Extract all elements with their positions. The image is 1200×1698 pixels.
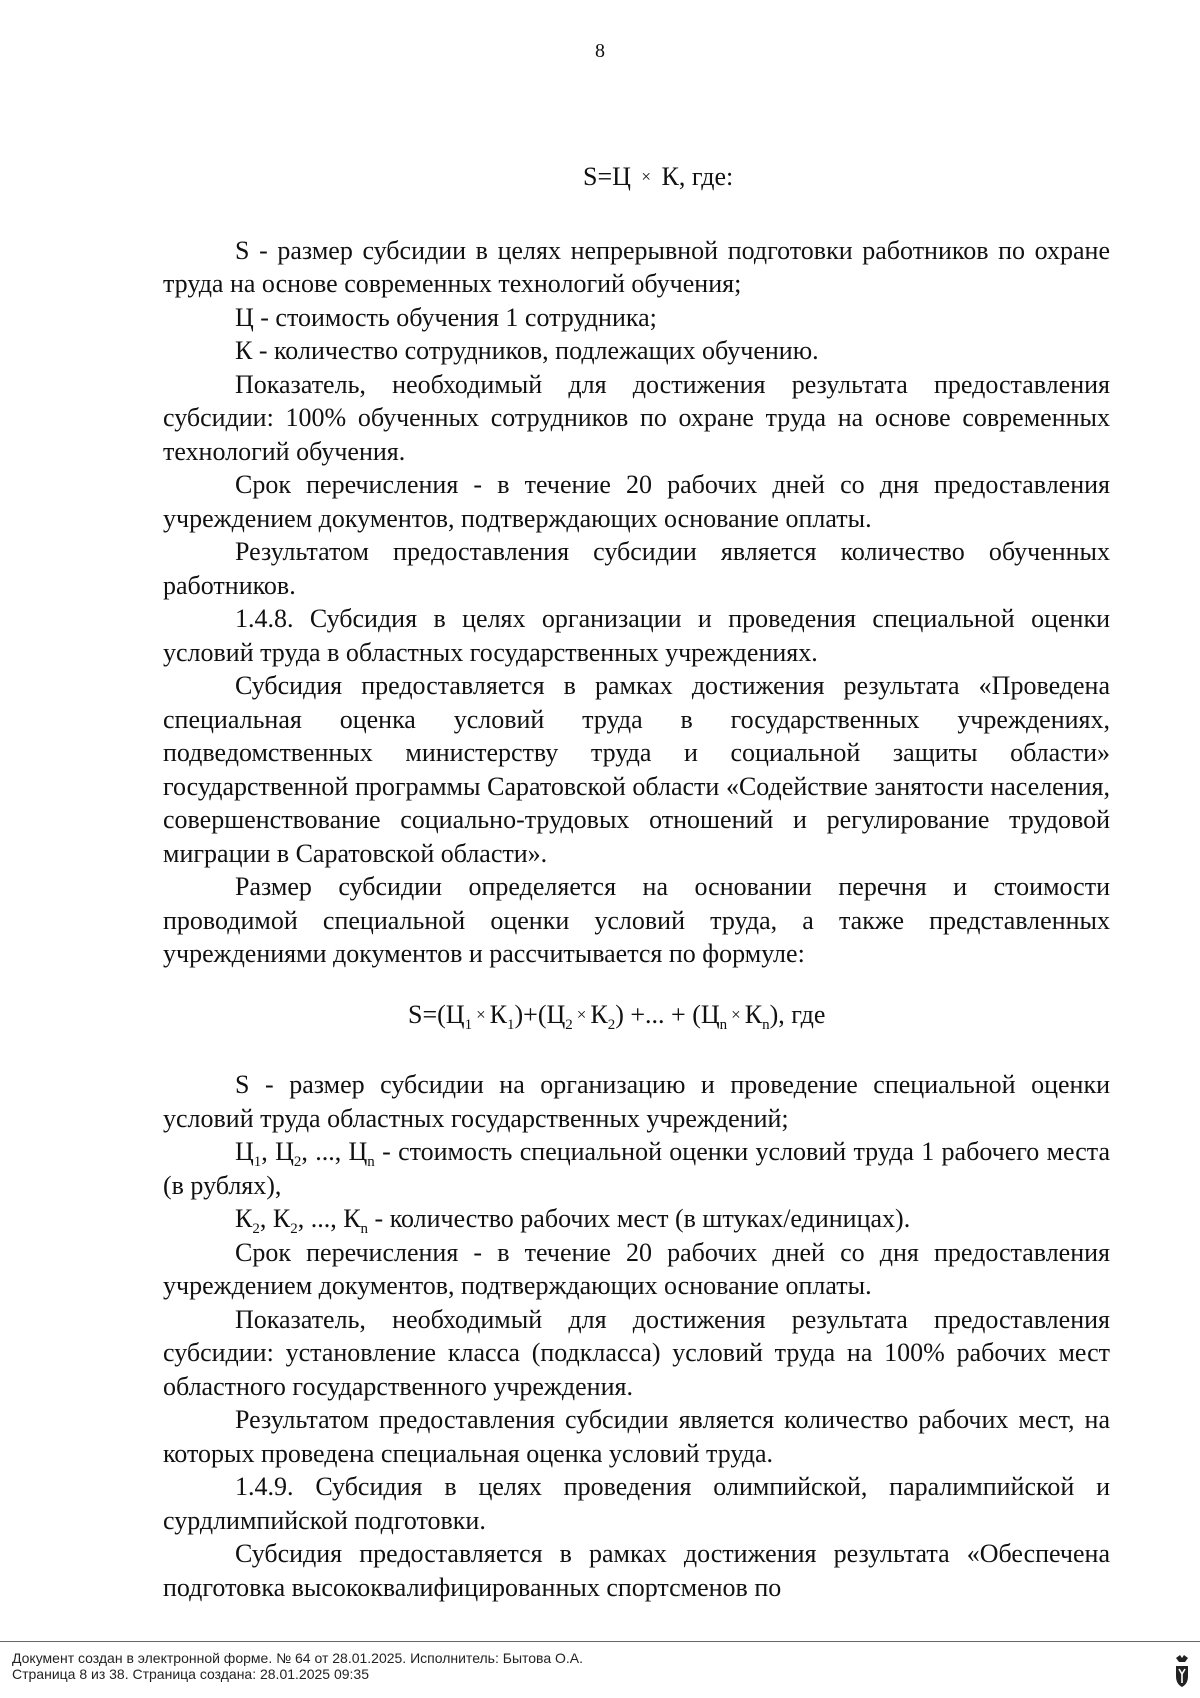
formula-part: S=Ц	[583, 162, 631, 191]
formula-part: ), где	[769, 999, 826, 1029]
multiply-sign: ×	[731, 1004, 741, 1024]
formula-part: )+(Ц	[514, 999, 566, 1029]
paragraph: Субсидия предоставляется в рамках достижения результата «Обеспечена подготовка высококвалифицированных спортсменов по	[163, 1539, 1110, 1602]
formula-subscript: n	[360, 1221, 369, 1238]
formula-subscript: 2	[565, 1016, 573, 1033]
formula-part: К	[489, 999, 507, 1029]
definition-text: - стоимость специальной оценки условий труда 1 рабочего места (в рублях),	[163, 1137, 1111, 1200]
section-heading-1-4-8: 1.4.8. Субсидия в целях организации и проведения специальной оценки условий труда в областных государственных учреждениях.	[163, 604, 1110, 667]
formula-part: К	[590, 999, 608, 1029]
footer	[12, 1650, 1132, 1682]
formula-part: К	[744, 999, 763, 1029]
section-heading-1-4-9: 1.4.9. Субсидия в целях проведения олимпийской, паралимпийской и сурдлимпийской подготовки.	[163, 1472, 1110, 1535]
paragraph: Показатель, необходимый для достижения результата предоставления субсидии: 100% обученных сотрудников по охране труда на основе современных технологий обучения.	[163, 369, 1110, 466]
paragraph: S - размер субсидии на организацию и проведение специальной оценки условий труда областных государственных учреждений;	[163, 1070, 1110, 1133]
formula-subscript: n	[762, 1016, 770, 1033]
paragraph: Ц - стоимость обучения 1 сотрудника;	[235, 302, 657, 332]
formula-subscript: 2	[293, 1154, 302, 1171]
footer-line-2: Страница 8 из 38. Страница создана: 28.01.2025 09:35	[12, 1666, 369, 1682]
multiply-sign: ×	[576, 1004, 587, 1024]
paragraph: Срок перечисления - в течение 20 рабочих дней со дня предоставления учреждением документов, подтверждающих основание оплаты.	[163, 1237, 1110, 1300]
var: , ..., К	[297, 1204, 361, 1233]
formula-subscript: 1	[464, 1016, 473, 1033]
paragraph: S - размер субсидии в целях непрерывной подготовки работников по охране труда на основе современных технологий обучения;	[163, 235, 1110, 298]
formula-s	[583, 160, 1110, 197]
paragraph: Субсидия предоставляется в рамках достижения результата «Проведена специальная оценка условий труда в государственных учреждениях, подведомственных министерству труда и социальной защиты области» государственной программы Саратовской области «Содействие занятости населения, совершенствование социально-трудовых отношений и регулирование трудовой миграции в Саратовской области».	[163, 671, 1110, 868]
footer-divider	[0, 1641, 1200, 1642]
paragraph: К - количество сотрудников, подлежащих обучению.	[235, 336, 819, 365]
formula-subscript: 1	[507, 1016, 515, 1033]
formula-subscript: 2	[290, 1221, 298, 1238]
formula-subscript: 2	[252, 1221, 260, 1238]
paragraph: Срок перечисления - в течение 20 рабочих дней со дня предоставления учреждением документов, подтверждающих основание оплаты.	[163, 470, 1110, 533]
paragraph: Показатель, необходимый для достижения результата предоставления субсидии: установление класса (подкласса) условий труда на 100% рабочих мест областного государственного учреждения.	[163, 1304, 1110, 1401]
paragraph: Размер субсидии определяется на основании перечня и стоимости проводимой специальной оценки условий труда, а также представленных учреждениями документов и рассчитывается по формуле:	[163, 872, 1110, 968]
coat-of-arms-icon	[1172, 1654, 1192, 1688]
paragraph: Результатом предоставления субсидии является количество обученных работников.	[163, 537, 1110, 600]
var: К	[235, 1204, 253, 1233]
paragraph-k-definition	[163, 1202, 1110, 1236]
footer-line-1: Документ создан в электронной форме. № 64 от 28.01.2025. Исполнитель: Бытова О.А.	[12, 1650, 584, 1666]
formula-subscript: 1	[253, 1154, 262, 1171]
formula-part: S=(Ц	[408, 999, 465, 1029]
formula-part: ) +... + (Ц	[615, 999, 720, 1029]
formula-subscript: 2	[607, 1016, 616, 1033]
paragraph-c-definition	[163, 1135, 1110, 1202]
var: , К	[259, 1204, 291, 1233]
formula-sum	[408, 998, 1110, 1035]
formula-subscript: n	[719, 1016, 728, 1033]
document-body	[163, 160, 1110, 1604]
var: Ц	[235, 1137, 254, 1166]
multiply-sign: ×	[641, 167, 651, 186]
var: , ..., Ц	[301, 1137, 368, 1166]
multiply-sign: ×	[476, 1004, 486, 1024]
definition-text: - количество рабочих мест (в штуках/единицах).	[368, 1204, 911, 1233]
formula-subscript: n	[367, 1154, 375, 1171]
formula-part: К, где:	[661, 162, 734, 191]
paragraph: Результатом предоставления субсидии является количество рабочих мест, на которых проведена специальная оценка условий труда.	[163, 1405, 1110, 1468]
page-number: 8	[595, 40, 605, 62]
var: , Ц	[261, 1137, 294, 1166]
